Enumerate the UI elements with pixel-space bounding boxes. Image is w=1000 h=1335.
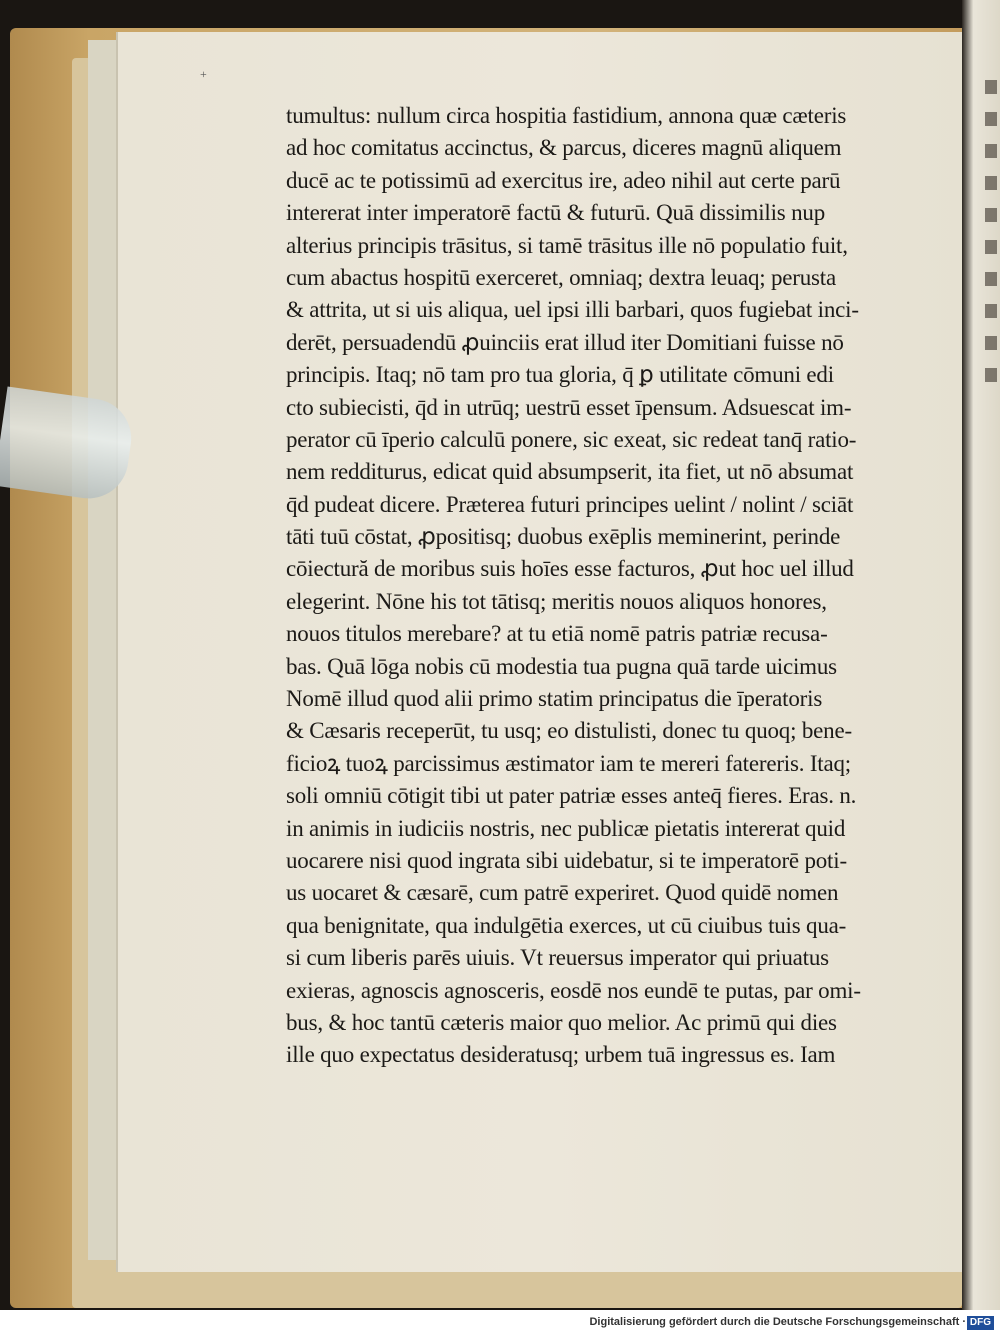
text-line: cum abactus hospitū exerceret, omniaq; dextra leuaq; perusta [286, 264, 837, 290]
text-line: bas. Quā lōga nobis cū modestia tua pugna quā tarde uicimus [286, 653, 837, 679]
text-line: Nomē illud quod alii primo statim principatus die īperatoris [286, 686, 823, 712]
text-line: uocarere nisi quod ingrata sibi uidebatur, si te imperatorē poti- [286, 847, 847, 873]
text-line: us uocaret & cæsarē, cum patrē experiret. Quod quidē nomen [286, 880, 839, 906]
text-line: si cum liberis parēs uiuis. Vt reuersus imperator qui priuatus [286, 945, 829, 971]
text-line: ille quo expectatus desideratusq; urbem tuā ingressus es. Iam [286, 1042, 836, 1068]
text-line: bus, & hoc tantū cæteris maior quo melior. Ac primū qui dies [286, 1009, 837, 1035]
text-line: cto subiecisti, q̄d in utrūq; uestrū esset īpensum. Adsuescat im- [286, 394, 852, 420]
page-mark: + [200, 67, 207, 81]
funding-credit: Digitalisierung gefördert durch die Deutsche Forschungsgemeinschaft · [589, 1316, 966, 1328]
text-line: soli omniū cōtigit tibi ut pater patriæ esses anteq̄ fieres. Eras. n. [286, 783, 857, 809]
digitization-footer [0, 1310, 1000, 1335]
dfg-logo-icon: DFG [967, 1316, 994, 1330]
text-line: derēt, persuadendū ꝓuinciis erat illud iter Domitiani fuisse nō [286, 329, 844, 355]
text-line: ficioꝝ tuoꝝ parcissimus æstimator iam te mereri fatereris. Itaq; [286, 750, 851, 776]
text-line: q̄d pudeat dicere. Præterea futuri principes uelint / nolint / sciāt [286, 491, 854, 517]
text-line: qua benignitate, qua indulgētia exerces, ut cū ciuibus tuis qua- [286, 912, 847, 938]
text-line: cōiectură de moribus suis hoīes esse facturos, ꝓut hoc uel illud [286, 556, 854, 582]
text-line: nem redditurus, edicat quid absumpserit, ita fiet, ut nō absumat [286, 459, 854, 485]
text-line: tāti tuū cōstat, ꝓpositisq; duobus exēplis meminerint, perinde [286, 524, 841, 550]
text-line: elegerint. Nōne his tot tātisq; meritis nouos aliquos honores, [286, 588, 827, 614]
text-line: intererat inter imperatorē factū & futurū. Quā dissimilis nup [286, 200, 826, 226]
text-line: ducē ac te potissimū ad exercitus ire, adeo nihil aut certe parū [286, 167, 841, 193]
text-line: & attrita, ut si uis aliqua, uel ipsi illi barbari, quos fugiebat inci- [286, 297, 859, 323]
text-line: & Cæsaris receperūt, tu usq; eo distulisti, donec tu quoq; bene- [286, 718, 852, 744]
facing-page-text-fragment [985, 80, 1000, 400]
text-line: ad hoc comitatus accinctus, & parcus, diceres magnū aliquem [286, 135, 842, 161]
text-line: in animis in iudiciis nostris, nec publicæ pietatis intererat quid [286, 815, 846, 841]
text-line: perator cū īperio calculū ponere, sic exeat, sic redeat tanq̄ ratio- [286, 426, 857, 452]
text-line: principis. Itaq; nō tam pro tua gloria, q̄ ꝑ utilitate cōmuni edi [286, 362, 834, 388]
text-line: alterius principis trāsitus, si tamē trāsitus ille nō populatio fuit, [286, 232, 848, 258]
text-line: nouos titulos merebare? at tu etiā nomē patris patriæ recusa- [286, 621, 828, 647]
text-line: exieras, agnoscis agnosceris, eosdē nos eundē te putas, par omi- [286, 977, 861, 1003]
text-line: tumultus: nullum circa hospitia fastidium, annona quæ cæteris [286, 103, 847, 128]
printed-text-block [286, 100, 926, 1072]
